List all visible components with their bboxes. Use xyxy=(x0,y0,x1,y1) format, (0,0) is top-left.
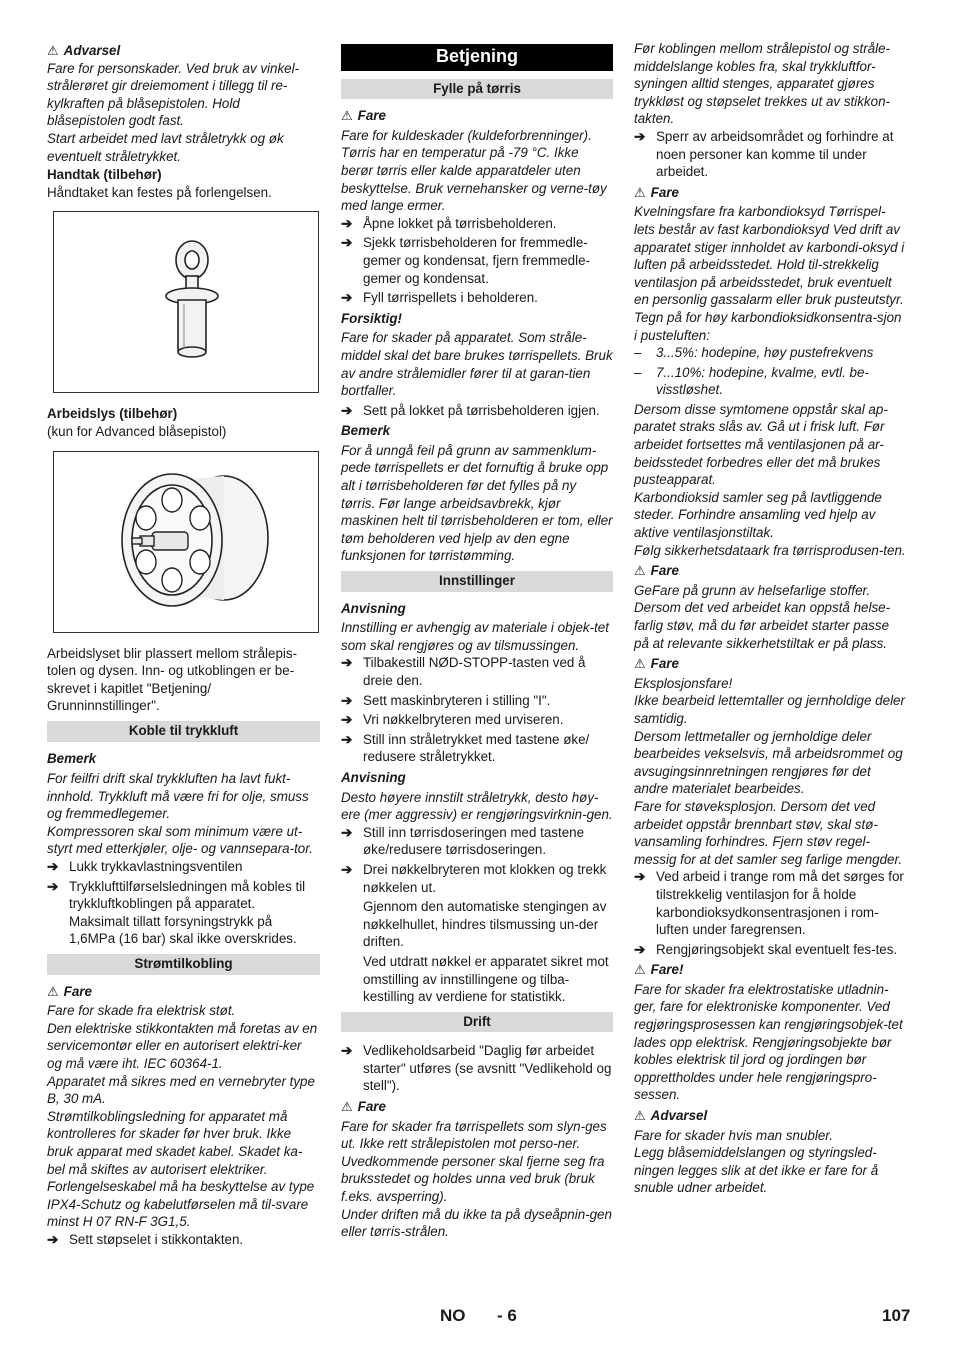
instruction-detail: Maksimalt tillatt forsyningstrykk på 1,6MPa (16 bar) skal ikke overskrides. xyxy=(69,913,297,947)
warning-text: Legg blåsemiddelslangen og styringsled-ningen legges slik at det ikke er fare for å snuble udner arbeidet. xyxy=(634,1145,879,1196)
instruction-step: ➔ Still inn tørrisdoseringen med tastene øke/redusere tørrisdoseringen. xyxy=(341,824,585,858)
column-left xyxy=(47,40,320,1249)
warning-text: Fare for støveksplosjon. Dersom det ved arbeidet oppstår brennbart støv, skal stø-vansamling forhindres. Fjern støv regel-messig for at det samler seg farlige mengder. xyxy=(634,798,903,867)
instruction-detail: Ved utdratt nøkkel er apparatet sikret mot omstilling av innstillingene og tilba-kestilling av verdiene for statistikk. xyxy=(363,953,609,1005)
warning-triangle-icon: ⚠ xyxy=(634,1108,646,1124)
page-number: 107 xyxy=(882,1306,911,1325)
arrow-right-icon: ➔ xyxy=(341,1043,353,1059)
warning-text: Fare for skader fra elektrostatiske utladnin-ger, fare for elektroniske komponenter. Ved regjøringsprosessen kan rengjøringsobjek-tet lades opp elektrisk. Rengjøringsobjekte bør kobles elektrisk til jord og jordingen bør opprettholdes under hele rengjøringspro-sessen. xyxy=(634,981,903,1103)
warning-heading: ⚠ Fare xyxy=(341,1099,386,1115)
arrow-right-icon: ➔ xyxy=(634,128,646,144)
warning-text: Fare for personskader. Ved bruk av vinkel-strålerøret gir dreiemoment i tillegg til re-kylkraften på blåsepistolen. Hold blåsepistolen godt fast. xyxy=(47,60,300,129)
note-text: For å unngå feil på grunn av sammenklum-pede tørrispellets er det fornuftig å bruke opp alt i tørrisbeholderen før det fylles på ny tørris. Før lange arbeidsavbrekk, kjør maskinen helt til tørrisbeholderen er tom, eller tøm beholderen ved hjelp av den egne funksjonen for tørristømming. xyxy=(341,442,613,564)
instruction-step: ➔ Tilbakestill NØD-STOPP-tasten ved å dreie den. xyxy=(341,655,586,688)
warning-triangle-icon: ⚠ xyxy=(634,563,646,579)
instruction-step: ➔ Sjekk tørrisbeholderen for fremmedle-gemer og kondensat, fjern fremmedle-gemer og kondensat. xyxy=(341,235,591,286)
list-item: – 7...10%: hodepine, kvalme, evtl. be-visstløshet. xyxy=(634,364,869,398)
instruction-step: ➔ Drei nøkkelbryteren mot klokken og trekk nøkkelen ut. xyxy=(341,861,607,895)
caution-heading: Forsiktig! xyxy=(341,310,403,326)
instruction-step: ➔ Still inn stråletrykket med tastene øke/ redusere stråletrykket. xyxy=(341,731,590,765)
warning-text: Fare for skader fra tørrispellets som slyn-ges ut. Ikke rett strålepistolen mot perso-ner. Uvedkommende personer skal fjerne seg fra bruksstedet og holdes unna ved bruk (bruk f.eks. avsperring). xyxy=(341,1118,607,1205)
section-heading-power: Strømtilkobling xyxy=(47,954,320,975)
instruction-step: ➔ Rengjøringsobjekt skal eventuelt fes-tes. xyxy=(634,941,898,957)
warning-triangle-icon: ⚠ xyxy=(634,656,646,672)
note-heading: Bemerk xyxy=(341,423,391,439)
column-right xyxy=(634,40,906,1197)
handle-figure xyxy=(53,211,319,393)
worklight-subtitle: (kun for Advanced blåsepistol) xyxy=(47,423,227,439)
warning-triangle-icon: ⚠ xyxy=(341,1099,353,1115)
warning-text: Dersom lettmetaller og jernholdige deler bearbeides vekselsvis, må arbeidsrommet og avsugingsinnretningen rengjøres før det andre materialet bearbeides. xyxy=(634,728,903,797)
main-section-title: Betjening xyxy=(341,44,613,71)
instruction-step: ➔ Lukk trykkavlastningsventilen xyxy=(47,859,243,875)
instruction-step: ➔ Vedlikeholdsarbeid "Daglig før arbeidet starter" utføres (se avsnitt "Vedlikehold og stell"). xyxy=(341,1043,612,1094)
warning-heading: ⚠ Advarsel xyxy=(634,1108,708,1124)
arrow-right-icon: ➔ xyxy=(341,215,353,231)
warning-text: Start arbeidet med lavt stråletrykk og øk eventuelt stråletrykket. xyxy=(47,130,284,164)
arrow-right-icon: ➔ xyxy=(634,941,646,957)
warning-text: Karbondioksid samler seg på lavtliggende steder. Forhindre ansamling ved hjelp av aktive ventilasjonstiltak. xyxy=(634,489,882,541)
instruction-step: ➔ Sett maskinbryteren i stilling "I". xyxy=(341,692,551,708)
instruction-step: ➔ Åpne lokket på tørrisbeholderen. xyxy=(341,215,557,231)
warning-heading: ⚠ Fare! xyxy=(634,962,684,978)
worklight-heading: Arbeidslys (tilbehør) xyxy=(47,406,178,422)
warning-text: Dersom disse symtomene oppstår skal ap-paratet straks slås av. Gå ut i frisk luft. Før arbeidet fortsettes må ventilasjonen på ar-beidsstedet forbedres eller det må brukes pusteapparat. xyxy=(634,401,888,488)
warning-text: Tegn på for høy karbondioksidkonsentra-sjon i pusteluften: xyxy=(634,309,902,343)
handle-text: Håndtaket kan festes på forlengelsen. xyxy=(47,184,272,200)
note-heading: Bemerk xyxy=(47,750,97,766)
footer-language: NO xyxy=(440,1306,466,1325)
warning-text: Under driften må du ikke ta på dyseåpnin-gen eller tørris-strålen. xyxy=(341,1206,612,1240)
worklight-figure xyxy=(53,451,319,633)
section-heading-compressed-air: Koble til trykkluft xyxy=(47,721,320,742)
warning-text: Fare for skade fra elektrisk støt. xyxy=(47,1003,236,1019)
arrow-right-icon: ➔ xyxy=(341,731,353,747)
arrow-right-icon: ➔ xyxy=(341,290,353,306)
section-heading-fill-dry-ice: Fylle på tørris xyxy=(341,79,613,100)
arrow-right-icon: ➔ xyxy=(47,878,59,894)
hint-text: Desto høyere innstilt stråletrykk, desto høy-ere (mer aggressiv) er rengjøringsvirknin-gen. xyxy=(341,789,613,823)
footer-sub-page: - 6 xyxy=(497,1306,517,1325)
arrow-right-icon: ➔ xyxy=(341,402,353,418)
warning-heading: ⚠ Fare xyxy=(634,563,679,579)
worklight-illustration xyxy=(54,452,318,632)
arrow-right-icon: ➔ xyxy=(341,712,353,728)
instruction-step: ➔ Sperr av arbeidsområdet og forhindre at noen personer kan komme til under arbeidet. xyxy=(634,128,894,180)
handle-heading: Handtak (tilbehør) xyxy=(47,167,162,183)
arrow-right-icon: ➔ xyxy=(341,861,353,877)
warning-triangle-icon: ⚠ xyxy=(634,184,646,200)
note-text: For feilfri drift skal trykkluften ha lavt fukt-innhold. Trykkluft må være fri for olje, smuss og fremmedlegemer. xyxy=(47,771,309,822)
warning-text: Ikke bearbeid lettemtaller og jernholdige deler samtidig. xyxy=(634,693,905,726)
warning-text: Forlengelseskabel må ha beskyttelse av type IPX4-Schutz og kabelutførselen må til-svare minst H 07 RN-F 3G1,5. xyxy=(47,1179,315,1230)
warning-text: Den elektriske stikkontakten må foretas av en servicemontør eller en autorisert elektri-ker og må være iht. IEC 60364-1. xyxy=(47,1020,318,1071)
arrow-right-icon: ➔ xyxy=(341,692,353,708)
hint-heading: Anvisning xyxy=(341,600,406,616)
warning-text: Følg sikkerhetsdataark fra tørrisprodusen-ten. xyxy=(634,542,906,558)
instruction-step: ➔ Trykklufttilførselsledningen må kobles til trykkluftkoblingen på apparatet. xyxy=(47,878,306,912)
list-item: – 3...5%: hodepine, høy pustefrekvens xyxy=(634,345,874,361)
caution-text: Fare for skader på apparatet. Som stråle-middel skal det bare brukes tørrispellets. Bruk av andre strålemidler fører til at garan-tien bortfaller. xyxy=(341,330,613,399)
column-middle xyxy=(341,40,613,1241)
section-heading-operation: Drift xyxy=(341,1012,613,1033)
warning-triangle-icon: ⚠ xyxy=(47,983,59,999)
warning-text: Kvelningsfare fra karbondioksyd Tørrispel-lets består av fast karbondioksyd Ved drift av apparatet stiger innholdet av karbondi-oksyd i luften på arbeidsstedet. Hold til-strekkelig ventilasjon på arbeidsstedet, bruk eventuelt en personlig gassalarm eller bruk pusteutstyr. xyxy=(634,204,905,308)
hint-heading: Anvisning xyxy=(341,769,406,785)
warning-heading: ⚠ Fare xyxy=(47,983,92,999)
hint-text: Innstilling er avhengig av materiale i objek-tet som skal rengjøres og av tilsmussingen. xyxy=(341,620,609,653)
note-text: Kompressoren skal som minimum være ut-styrt med etterkjøler, olje- og vannsepara-tor. xyxy=(47,823,313,857)
section-heading-settings: Innstillinger xyxy=(341,571,613,592)
handle-illustration xyxy=(54,212,318,392)
warning-heading: ⚠ Fare xyxy=(341,108,386,124)
arrow-right-icon: ➔ xyxy=(47,859,59,875)
instruction-detail: Gjennom den automatiske stengingen av nøkkelhullet, hindres tilsmussing un-der driften. xyxy=(363,899,607,950)
warning-text: Fare for kuldeskader (kuldeforbrenninger). Tørris har en temperatur på -79 °C. Ikke berør tørris eller kalde apparatdeler uten beskyttelse. Bruk vernehansker og verne-tøy med lange ermer. xyxy=(341,127,607,214)
arrow-right-icon: ➔ xyxy=(341,655,353,671)
arrow-right-icon: ➔ xyxy=(47,1231,59,1247)
warning-text: Strømtilkoblingsledning for apparatet må kontrolleres for skader før hver bruk. Ikke bruk apparat med skadet kabel. Skadet ka-bel må skiftes av autorisert elektriker. xyxy=(47,1108,303,1177)
warning-text: Eksplosjonsfare! xyxy=(634,675,733,691)
warning-text: Apparatet må sikres med en vernebryter type B, 30 mA. xyxy=(47,1073,315,1107)
warning-heading: ⚠ Fare xyxy=(634,656,679,672)
arrow-right-icon: ➔ xyxy=(341,235,353,251)
instruction-step: ➔ Sett støpselet i stikkontakten. xyxy=(47,1231,244,1247)
arrow-right-icon: ➔ xyxy=(341,824,353,840)
warning-heading: ⚠ Advarsel xyxy=(47,43,121,58)
warning-triangle-icon: ⚠ xyxy=(47,43,59,58)
warning-triangle-icon: ⚠ xyxy=(634,962,646,978)
instruction-step: ➔ Ved arbeid i trange rom må det sørges for tilstrekkelig ventilasjon for å holde karbondioksydkonsentrasjonen i rom-luften under faregrensen. xyxy=(634,869,904,938)
body-text: Før koblingen mellom strålepistol og stråle-middelslange kobles fra, skal trykkluftfor-syningen alltid stenges, apparatet gjøres trykkløst og støpselet trekkes ut av stikkon-takten. xyxy=(634,41,891,127)
instruction-step: ➔ Sett på lokket på tørrisbeholderen igjen. xyxy=(341,402,600,418)
instruction-step: ➔ Fyll tørrispellets i beholderen. xyxy=(341,290,538,306)
warning-text: Fare for skader hvis man snubler. xyxy=(634,1127,833,1143)
warning-triangle-icon: ⚠ xyxy=(341,108,353,124)
instruction-step: ➔ Vri nøkkelbryteren med urviseren. xyxy=(341,712,564,728)
arrow-right-icon: ➔ xyxy=(634,869,646,885)
warning-text: GeFare på grunn av helsefarlige stoffer. Dersom det ved arbeidet kan oppstå helse-farlig støv, må du før arbeidet starter passe på at relevante sikkerhetstiltak er på plass. xyxy=(634,582,891,651)
warning-heading: ⚠ Fare xyxy=(634,184,679,200)
worklight-text: Arbeidslyset blir plassert mellom strålepis-tolen og dysen. Inn- og utkoblingen er be-skrevet i kapitlet "Betjening/ Grunninnstillinger". xyxy=(47,645,298,714)
